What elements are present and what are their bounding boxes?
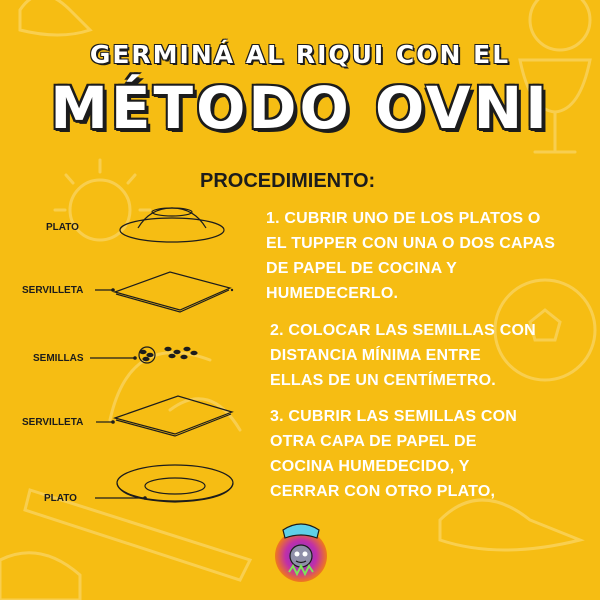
step-1-line-1: 1. CUBRIR UNO DE LOS PLATOS O xyxy=(266,210,541,227)
bottom-plate-drawing xyxy=(117,465,233,502)
label-seeds: SEMILLAS xyxy=(33,353,84,364)
top-plate-drawing xyxy=(120,208,224,242)
napkin-bottom-drawing xyxy=(115,396,232,436)
title-line-1: GERMINÁ AL RIQUI CON EL xyxy=(89,40,511,69)
step-2-line-2: DISTANCIA MÍNIMA ENTRE xyxy=(270,347,481,364)
step-1 xyxy=(266,206,555,306)
step-3-line-3: COCINA HUMEDECIDO, Y xyxy=(270,458,470,475)
label-napkin-bottom: SERVILLETA xyxy=(22,417,84,428)
step-3-line-4: CERRAR CON OTRO PLATO, xyxy=(270,483,496,500)
label-napkin-top: SERVILLETA xyxy=(22,285,84,296)
step-2-line-3: ELLAS DE UN CENTÍMETRO. xyxy=(270,372,496,389)
step-3 xyxy=(270,404,517,504)
step-1-line-2: EL TUPPER CON UNA O DOS CAPAS xyxy=(266,235,556,252)
step-1-line-4: HUMEDECERLO. xyxy=(266,285,399,302)
step-1-line-3: DE PAPEL DE COCINA Y xyxy=(266,260,457,277)
step-2-line-1: 2. COLOCAR LAS SEMILLAS CON xyxy=(270,322,536,339)
napkin-top-drawing xyxy=(115,272,230,312)
seeds-drawing xyxy=(139,347,197,363)
label-plate-bottom: PLATO xyxy=(44,493,77,504)
step-3-line-2: OTRA CAPA DE PAPEL DE xyxy=(270,433,477,450)
riqui-logo-icon xyxy=(271,516,331,586)
procedure-heading: PROCEDIMIENTO: xyxy=(200,170,376,192)
title-line-2: MÉTODO OVNI xyxy=(50,74,550,142)
step-3-line-1: 3. CUBRIR LAS SEMILLAS CON xyxy=(270,408,517,425)
step-2 xyxy=(270,318,536,393)
label-plate-top: PLATO xyxy=(46,222,79,233)
